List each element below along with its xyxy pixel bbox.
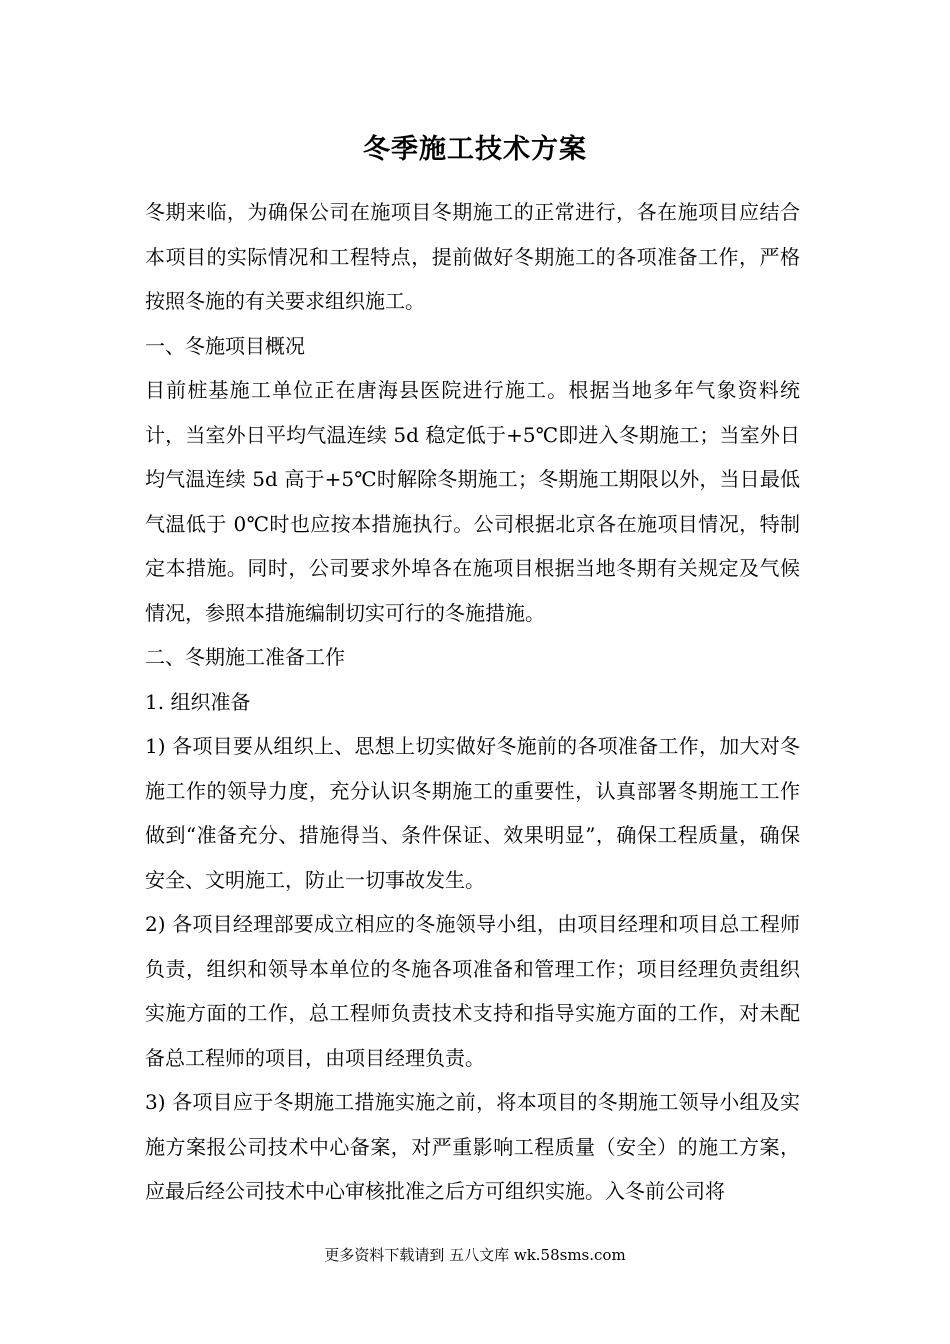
- list-item-3: 3) 各项目应于冬期施工措施实施之前，将本项目的冬期施工领导小组及实施方案报公司技术中心备案，对严重影响工程质量（安全）的施工方案，应最后经公司技术中心审核批准之后方可组织实施。入冬前公司将: [145, 1090, 800, 1203]
- section-heading-preparation: 二、冬期施工准备工作: [145, 645, 345, 669]
- document-body: [145, 190, 800, 1214]
- paragraph-intro: 冬期来临，为确保公司在施项目冬期施工的正常进行，各在施项目应结合本项目的实际情况和工程特点，提前做好冬期施工的各项准备工作，严格按照冬施的有关要求组织施工。: [145, 200, 800, 313]
- document-title: 冬季施工技术方案: [363, 134, 587, 165]
- paragraph-overview: 目前桩基施工单位正在唐海县医院进行施工。根据当地多年气象资料统计，当室外日平均气温连续 5d 稳定低于+5℃即进入冬期施工；当室外日均气温连续 5d 高于+5℃时解除冬期施工；冬期施工期限以外，当日最低气温低于 0℃时也应按本措施执行。公司根据北京各在施项目情况，特制定本措施。同时，公司要求外埠各在施项目根据当地冬期有关规定及气候情况，参照本措施编制切实可行的冬施措施。: [145, 378, 800, 625]
- list-item-2: 2) 各项目经理部要成立相应的冬施领导小组，由项目经理和项目总工程师负责，组织和领导本单位的冬施各项准备和管理工作；项目经理负责组织实施方面的工作，总工程师负责技术支持和指导实施方面的工作，对未配备总工程师的项目，由项目经理负责。: [145, 912, 800, 1070]
- section-heading-overview: 一、冬施项目概况: [145, 333, 305, 358]
- list-item-1: 1) 各项目要从组织上、思想上切实做好冬施前的各项准备工作，加大对冬施工作的领导力度，充分认识冬期施工的重要性，认真部署冬期施工工作做到“准备充分、措施得当、条件保证、效果明显”，确保工程质量，确保安全、文明施工，防止一切事故发生。: [145, 734, 800, 892]
- subsection-heading-organization: 1. 组织准备: [145, 689, 251, 714]
- page-footer: 更多资料下载请到 五八文库 wk.58sms.com: [324, 1246, 626, 1264]
